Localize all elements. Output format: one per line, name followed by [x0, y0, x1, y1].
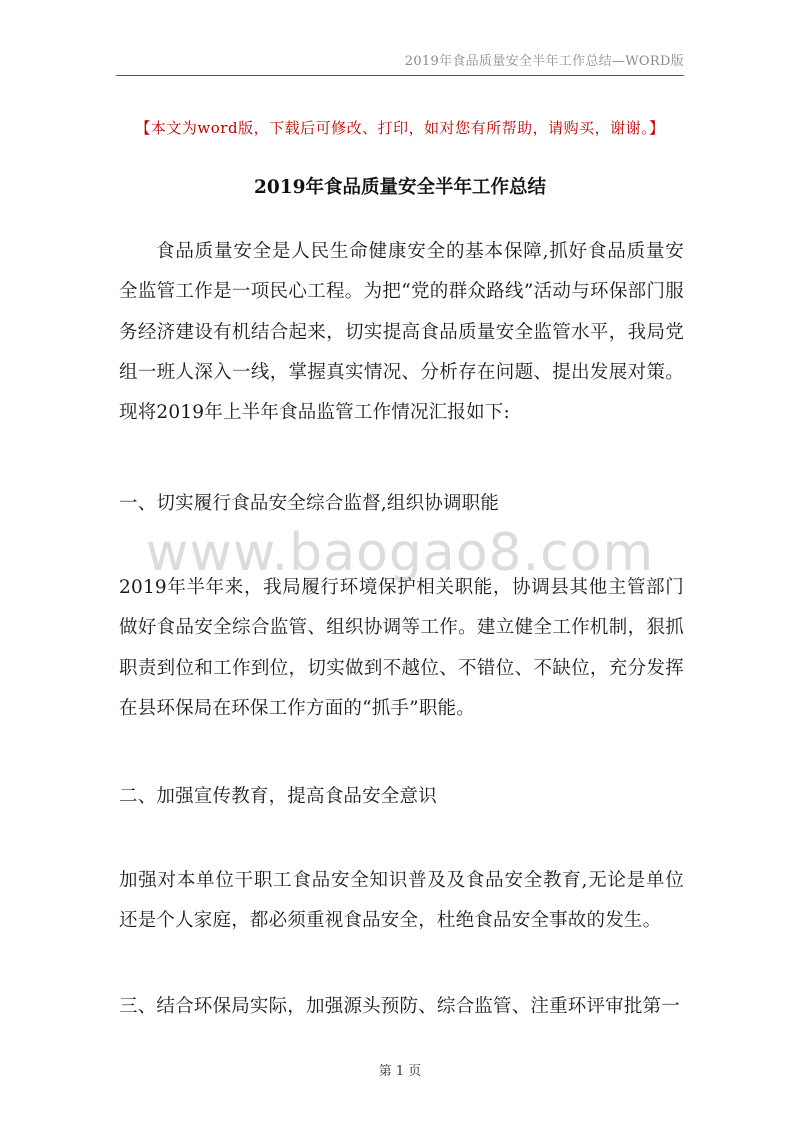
section-2-paragraph: 加强对本单位干职工食品安全知识普及及食品安全教育,无论是单位还是个人家庭，都必须重视食品安全，杜绝食品安全事故的发生。 — [119, 870, 684, 932]
document-title: 2019年食品质量安全半年工作总结 — [254, 177, 546, 198]
section-1-heading: 一、切实履行食品安全综合监督,组织协调职能 — [119, 493, 500, 514]
watermark-text: www.baogao8.com — [145, 523, 655, 583]
purchase-notice: 【本文为word版，下载后可修改、打印，如对您有所帮助，请购买，谢谢。】 — [135, 119, 665, 137]
section-1-paragraph: 2019年半年来，我局履行环境保护相关职能，协调县其他主管部门做好食品安全综合监管、组织协调等工作。建立健全工作机制，狠抓职责到位和工作到位，切实做到不越位、不错位、不缺位，充分发挥在县环保局在环保工作方面的“抓手”职能。 — [119, 577, 684, 719]
header-divider — [116, 75, 684, 76]
running-header: 2019年食品质量安全半年工作总结—WORD版 — [404, 54, 684, 69]
intro-paragraph: 食品质量安全是人民生命健康安全的基本保障,抓好食品质量安全监管工作是一项民心工程。为把“党的群众路线”活动与环保部门服务经济建设有机结合起来，切实提高食品质量安全监管水平，我局党组一班人深入一线，掌握真实情况、分析存在问题、提出发展对策。现将2019年上半年食品监管工作情况汇报如下: — [119, 241, 684, 424]
section-2-heading: 二、加强宣传教育，提高食品安全意识 — [119, 786, 437, 807]
section-3-heading: 三、结合环保局实际，加强源头预防、综合监管、注重环评审批第一 — [119, 996, 681, 1017]
page-number: 第 1 页 — [378, 1064, 422, 1079]
